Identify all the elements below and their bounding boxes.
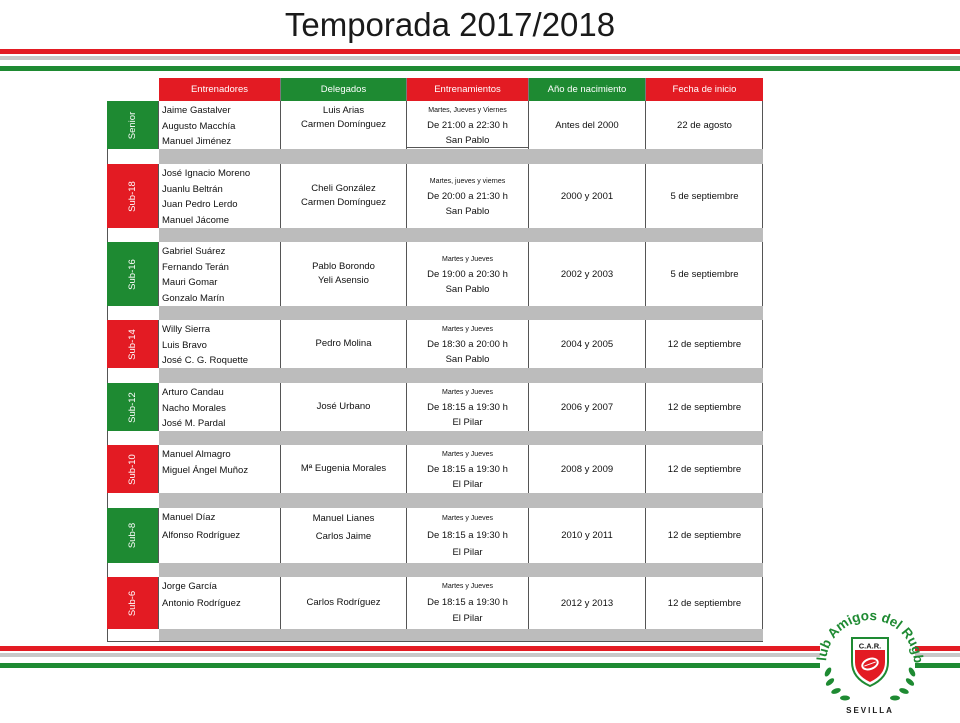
delegate-name: Manuel Lianes [312, 513, 375, 524]
birth-year-cell: 2002 y 2003 [529, 242, 646, 306]
delegate-name: José Urbano [316, 401, 371, 412]
category-cell [107, 508, 159, 563]
training-days: Martes y Jueves [442, 388, 493, 396]
table-row [107, 320, 763, 368]
row-separator [159, 368, 763, 383]
training-place: El Pilar [452, 613, 483, 624]
coaches-cell [159, 242, 281, 306]
training-time: De 18:15 a 19:30 h [427, 597, 508, 608]
category-cell [107, 445, 159, 493]
delegate-name: Pedro Molina [315, 338, 372, 349]
delegate-name: Luis Arias [322, 105, 365, 116]
training-cell [407, 242, 529, 306]
club-city: SEVILLA [846, 706, 894, 715]
start-date-cell: 12 de septiembre [667, 530, 742, 541]
coach-name: José M. Pardal [162, 418, 226, 429]
coach-name: Miguel Ángel Muñoz [162, 464, 249, 476]
birth-year-cell: 2010 y 2011 [529, 508, 646, 563]
training-time: De 18:15 a 19:30 h [427, 463, 508, 475]
training-cell [407, 577, 529, 629]
start-date-cell: 12 de septiembre [667, 463, 742, 475]
table-row [107, 577, 763, 629]
training-place: El Pilar [452, 478, 483, 490]
delegate-name: Carmen Domínguez [300, 197, 386, 208]
header-coaches: Entrenadores [159, 78, 281, 101]
category-label: Sub-10 [126, 453, 138, 485]
category-cell [107, 101, 159, 149]
start-date-cell: 22 de agosto [677, 119, 732, 131]
category-cell [107, 383, 159, 431]
coach-name: Juan Pedro Lerdo [162, 199, 238, 210]
category-label: Sub-12 [126, 391, 138, 423]
coach-name: José C. G. Roquette [162, 355, 249, 366]
training-place: El Pilar [452, 547, 483, 558]
training-place: San Pablo [445, 283, 490, 295]
club-name-text: lub Amigos del Rugb [814, 607, 927, 664]
training-time: De 18:15 a 19:30 h [427, 530, 508, 541]
header-delegates: Delegados [281, 78, 407, 101]
delegates-cell [281, 383, 407, 431]
row-separator [159, 306, 763, 320]
training-days: Martes, jueves y viernes [429, 177, 506, 185]
delegate-name: Carmen Domínguez [300, 119, 386, 130]
coaches-cell [159, 164, 281, 228]
training-days: Martes, Jueves y Viernes [428, 106, 507, 114]
coach-name: Manuel Jácome [162, 214, 230, 226]
row-separator [159, 228, 763, 242]
training-place: San Pablo [445, 353, 490, 365]
bottom-gray-stripe [0, 653, 820, 657]
birth-year-cell: 2008 y 2009 [529, 445, 646, 493]
coaches-cell [159, 101, 281, 149]
training-place: El Pilar [452, 416, 483, 428]
page-title: Temporada 2017/2018 [284, 6, 616, 43]
coach-name: Manuel Díaz [162, 512, 216, 523]
bottom-red-stripe [0, 646, 820, 651]
category-label: Sub-18 [126, 180, 138, 212]
coaches-cell [159, 508, 281, 563]
header-birth-year: Año de nacimiento [529, 78, 646, 101]
coaches-cell [159, 445, 281, 493]
category-label: Sub-6 [126, 590, 138, 616]
delegate-name: Carlos Jaime [315, 531, 372, 542]
coaches-cell [159, 383, 281, 431]
training-days: Martes y Jueves [442, 255, 493, 263]
birth-year-cell: Antes del 2000 [529, 101, 646, 149]
coaches-cell [159, 577, 281, 629]
cell-divider [407, 147, 529, 148]
top-green-stripe [0, 66, 960, 71]
top-gray-stripe [0, 56, 960, 60]
training-cell [407, 164, 529, 228]
coach-name: Augusto Macchía [162, 120, 236, 132]
training-days: Martes y Jueves [442, 515, 493, 522]
delegates-cell [281, 242, 407, 306]
coach-name: Willy Sierra [162, 324, 211, 335]
table-row [107, 383, 763, 431]
row-separator [159, 431, 763, 445]
start-date-cell: 12 de septiembre [667, 401, 742, 413]
row-separator [159, 493, 763, 508]
coach-name: Antonio Rodríguez [162, 598, 241, 609]
category-cell [107, 320, 159, 368]
training-cell [407, 320, 529, 368]
table-row [107, 445, 763, 493]
training-cell [407, 383, 529, 431]
category-label: Sub-14 [126, 328, 138, 360]
coach-name: Manuel Jiménez [162, 136, 232, 147]
delegate-name: Cheli González [311, 183, 376, 194]
start-date-cell: 12 de septiembre [667, 338, 742, 350]
training-days: Martes y Jueves [442, 450, 493, 458]
delegates-cell [281, 101, 407, 149]
start-date-cell: 5 de septiembre [670, 190, 739, 202]
coach-name: Luis Bravo [162, 339, 207, 351]
category-label: Sub-8 [126, 522, 138, 549]
training-time: De 21:00 a 22:30 h [427, 119, 508, 131]
delegate-name: Mª Eugenia Morales [300, 463, 387, 474]
table-row [107, 242, 763, 306]
training-place: San Pablo [445, 205, 490, 217]
table-row [107, 508, 763, 563]
coach-name: Arturo Candau [162, 387, 224, 398]
coach-name: José Ignacio Moreno [162, 168, 251, 179]
coach-name: Gabriel Suárez [162, 246, 226, 257]
category-cell [107, 242, 159, 306]
delegates-cell [281, 508, 407, 563]
delegate-name: Yeli Asensio [318, 275, 369, 286]
coach-name: Gonzalo Marín [162, 292, 225, 304]
training-time: De 18:30 a 20:00 h [427, 338, 508, 350]
birth-year-cell: 2006 y 2007 [529, 383, 646, 431]
delegates-cell [281, 577, 407, 629]
delegates-cell [281, 445, 407, 493]
coach-name: Jorge García [162, 581, 217, 592]
training-place: San Pablo [445, 134, 490, 146]
header-training: Entrenamientos [407, 78, 529, 101]
training-cell [407, 101, 529, 149]
coach-name: Mauri Gomar [162, 277, 218, 288]
training-days: Martes y Jueves [442, 325, 493, 333]
row-separator [159, 629, 763, 641]
training-time: De 20:00 a 21:30 h [427, 190, 508, 202]
training-cell [407, 508, 529, 563]
header-start-date: Fecha de inicio [646, 78, 763, 101]
table-row [107, 164, 763, 228]
start-date-cell: 12 de septiembre [667, 597, 742, 609]
top-red-stripe [0, 49, 960, 54]
birth-year-cell: 2004 y 2005 [529, 320, 646, 368]
start-date-cell: 5 de septiembre [670, 268, 739, 280]
coach-name: Alfonso Rodríguez [162, 530, 241, 541]
table-row [107, 101, 763, 149]
club-initials: C.A.R. [858, 641, 882, 651]
birth-year-cell: 2012 y 2013 [529, 577, 646, 629]
category-cell [107, 577, 159, 629]
delegates-cell [281, 320, 407, 368]
row-separator [159, 563, 763, 577]
club-logo [808, 600, 928, 718]
schedule-table [107, 78, 763, 642]
coach-name: Fernando Terán [162, 261, 229, 273]
coach-name: Juanlu Beltrán [162, 183, 223, 195]
coach-name: Manuel Almagro [162, 449, 231, 460]
delegates-cell [281, 164, 407, 228]
training-cell [407, 445, 529, 493]
coach-name: Nacho Morales [162, 402, 226, 414]
category-label: Senior [127, 111, 138, 139]
training-time: De 18:15 a 19:30 h [427, 401, 508, 413]
delegate-name: Pablo Borondo [312, 261, 375, 272]
category-label: Sub-16 [126, 258, 138, 290]
birth-year-cell: 2000 y 2001 [529, 164, 646, 228]
coach-name: Jaime Gastalver [162, 105, 231, 116]
bottom-green-stripe [0, 663, 820, 668]
delegate-name: Carlos Rodríguez [306, 597, 381, 608]
row-separator [159, 149, 763, 164]
training-time: De 19:00 a 20:30 h [427, 268, 508, 280]
category-cell [107, 164, 159, 228]
training-days: Martes y Jueves [442, 583, 493, 590]
coaches-cell [159, 320, 281, 368]
